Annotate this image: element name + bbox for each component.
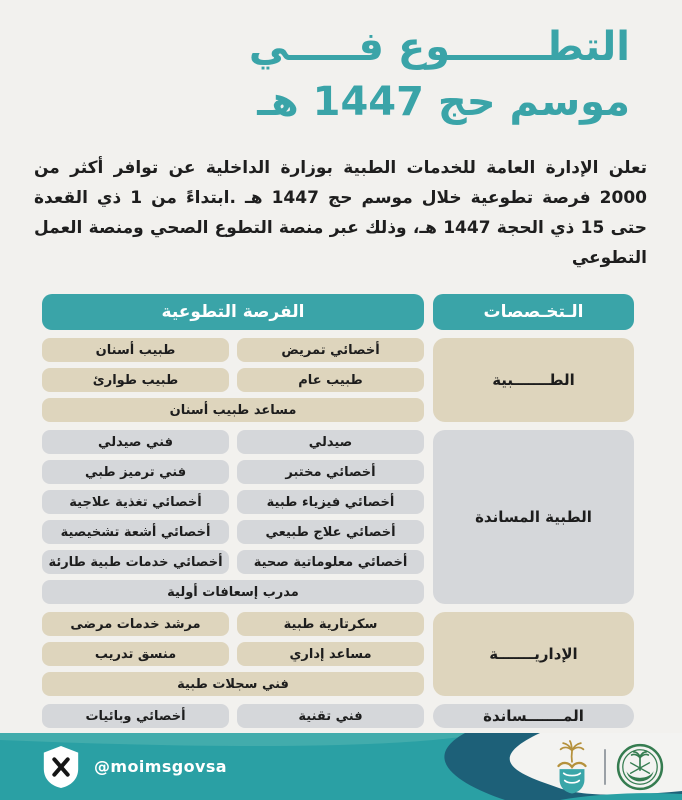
opportunity-cell: أخصائي وبائيات xyxy=(42,704,229,728)
opportunity-cell: مرشد خدمات مرضى xyxy=(42,612,229,636)
category-cell: الطـــــــبية xyxy=(433,338,634,422)
opportunity-row xyxy=(42,580,424,604)
opportunity-cell: أخصائي فيزياء طبية xyxy=(237,490,424,514)
opportunity-row xyxy=(42,460,424,484)
table-section xyxy=(42,338,634,422)
opportunities-column xyxy=(42,704,424,728)
specializations-header: الـتخـصصات xyxy=(433,294,634,330)
opportunity-cell: سكرتارية طبية xyxy=(237,612,424,636)
footer xyxy=(0,733,682,800)
opportunity-cell: صيدلي xyxy=(237,430,424,454)
category-cell: الطبية المساندة xyxy=(433,430,634,604)
opportunity-cell: أخصائي أشعة تشخيصية xyxy=(42,520,229,544)
category-cell: الإداريـــــــة xyxy=(433,612,634,696)
opportunity-cell: طبيب أسنان xyxy=(42,338,229,362)
opportunity-cell: مدرب إسعافات أولية xyxy=(42,580,424,604)
medical-services-logo xyxy=(550,740,594,794)
opportunities-column xyxy=(42,612,424,696)
opportunity-row xyxy=(42,704,424,728)
x-shield-icon xyxy=(40,744,82,790)
social-handle: @moimsgovsa xyxy=(94,757,227,776)
table-section xyxy=(42,612,634,696)
opportunity-cell: أخصائي تغذية علاجية xyxy=(42,490,229,514)
logos-panel xyxy=(550,739,664,795)
opportunity-row xyxy=(42,642,424,666)
opportunity-row xyxy=(42,520,424,544)
intro-paragraph: تعلن الإدارة العامة للخدمات الطبية بوزارة الداخلية عن توافر أكثر من 2000 فرصة تطوعية خلال موسم حج 1447 هـ .ابتداءً من 1 ذي القعدة حتى 15 ذي الحجة 1447 هـ، وذلك عبر منصة التطوع الصحي ومنصة العمل التطوعي xyxy=(34,158,647,268)
table-section xyxy=(42,430,634,604)
opportunities-column xyxy=(42,430,424,604)
opportunity-header: الفرصة التطوعية xyxy=(42,294,424,330)
opportunity-cell: مساعد إداري xyxy=(237,642,424,666)
title-line-1: التطـــــــوع فـــــي xyxy=(248,24,630,70)
opportunities-column xyxy=(42,338,424,422)
opportunity-cell: طبيب طوارئ xyxy=(42,368,229,392)
opportunity-cell: أخصائي مختبر xyxy=(237,460,424,484)
opportunity-cell: فني صيدلي xyxy=(42,430,229,454)
opportunity-cell: منسق تدريب xyxy=(42,642,229,666)
table-body xyxy=(42,338,634,728)
title-line-2: موسم حج 1447 هـ xyxy=(257,79,630,126)
opportunity-cell: مساعد طبيب أسنان xyxy=(42,398,424,422)
opportunity-row xyxy=(42,672,424,696)
opportunity-cell: أخصائي علاج طبيعي xyxy=(237,520,424,544)
opportunity-row xyxy=(42,368,424,392)
moi-emblem xyxy=(616,743,664,791)
opportunity-cell: فني ترميز طبي xyxy=(42,460,229,484)
opportunities-table xyxy=(42,294,634,728)
page-title xyxy=(0,0,682,130)
table-header-row xyxy=(42,294,634,330)
opportunity-row xyxy=(42,612,424,636)
opportunity-cell: أخصائي خدمات طبية طارئة xyxy=(42,550,229,574)
opportunity-row xyxy=(42,430,424,454)
opportunity-row xyxy=(42,550,424,574)
logo-divider xyxy=(604,749,606,785)
opportunity-cell: فني سجلات طبية xyxy=(42,672,424,696)
category-cell: المـــــــساندة xyxy=(433,704,634,728)
social-badge xyxy=(40,733,227,800)
opportunity-row xyxy=(42,338,424,362)
table-section xyxy=(42,704,634,728)
opportunity-row xyxy=(42,398,424,422)
opportunity-row xyxy=(42,490,424,514)
opportunity-cell: طبيب عام xyxy=(237,368,424,392)
opportunity-cell: فني تقنية xyxy=(237,704,424,728)
opportunity-cell: أخصائي معلوماتية صحية xyxy=(237,550,424,574)
opportunity-cell: أخصائي تمريض xyxy=(237,338,424,362)
